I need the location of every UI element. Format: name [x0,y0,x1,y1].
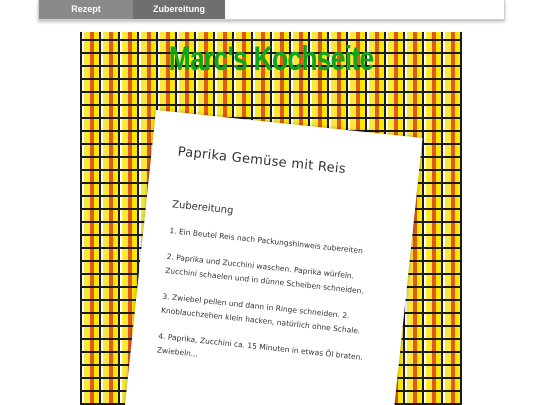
recipe-paper [120,110,422,405]
section-heading: Zubereitung [171,199,234,217]
step-1: 1. Ein Beutel Reis nach Packungshinweis zubereiten [169,226,364,256]
site-title: Marc's Kochseite [168,40,374,78]
tab-zubereitung[interactable]: Zubereitung [133,0,225,19]
tab-rezept[interactable]: Rezept [39,0,133,19]
recipe-title: Paprika Gemüse mit Reis [176,144,347,178]
step-2: 2. Paprika und Zucchini waschen. Paprika würfeln. Zucchini schaelen und in dünne Scheiben schneiden. [164,251,365,296]
top-navigation-bar [38,0,505,20]
step-3: 3. Zwiebel pellen und dann in Ringe schneiden. 2. Knoblauchzehen klein hacken, natürlich ohne Schale. [160,291,361,336]
step-4: 4. Paprika, Zucchini ca. 15 Minuten in etwas Öl braten. Zwiebeln... [156,331,364,362]
page-background [80,32,462,405]
